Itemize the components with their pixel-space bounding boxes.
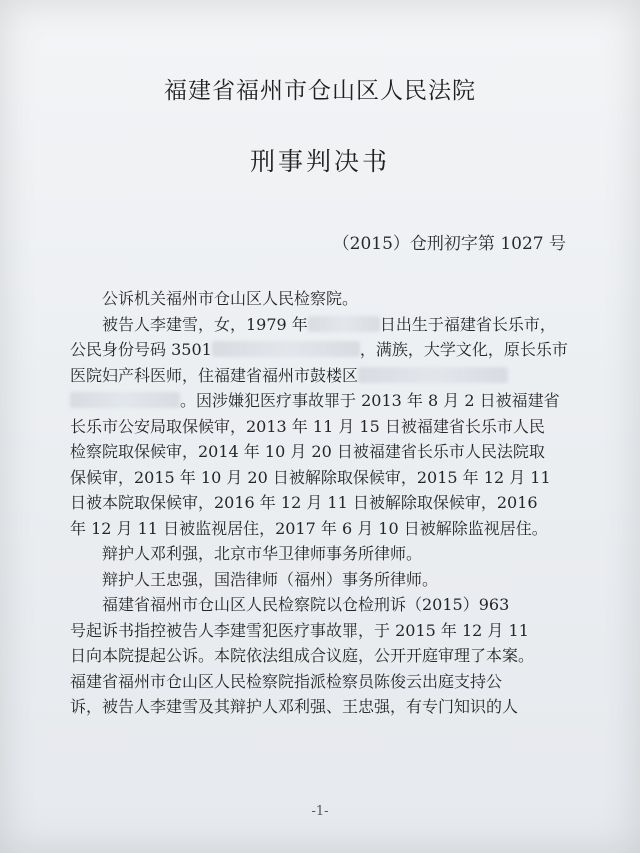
body-line-9: [70, 490, 570, 516]
judgment-body: [70, 286, 570, 720]
body-text: 日向本院提起公诉。本院依法组成合议庭，公开开庭审理了本案。: [70, 646, 535, 665]
body-text: 年 12 月 11 日被监视居住，2017 年 6 月 10 日被解除监视居住。: [70, 518, 548, 538]
redaction-blur: [70, 392, 180, 408]
body-line-15: [70, 643, 570, 669]
body-text: ，满族，大学文化，原长乐市: [359, 340, 568, 359]
redaction-blur: [308, 316, 380, 332]
body-line-5: [70, 388, 570, 414]
case-number: （2015）仓刑初字第 1027 号: [332, 234, 566, 254]
body-text: 检察院取保候审，2014 年 10 月 20 日被福建省长乐市人民法院取: [70, 442, 545, 461]
document-title: 刑事判决书: [249, 147, 390, 176]
body-line-7: [70, 439, 570, 465]
body-text: 辩护人邓利强，北京市华卫律师事务所律师。: [102, 544, 423, 563]
body-line-12: [70, 567, 570, 593]
body-line-17: [70, 694, 570, 720]
body-line-2: [70, 312, 570, 338]
redaction-blur: [212, 341, 360, 357]
body-text: 公民身份号码 3501: [70, 340, 212, 359]
redaction-blur: [358, 367, 508, 383]
body-text: 日被本院取保候审，2016 年 12 月 11 日被解除取保候审，2016: [70, 493, 538, 512]
body-text: 日出生于福建省长乐市，: [379, 314, 556, 334]
body-line-6: [70, 414, 570, 440]
body-text: 福建省福州市仓山区人民检察院以仓检刑诉（2015）963: [102, 595, 510, 614]
body-line-11: [70, 541, 570, 567]
body-text: 号起诉书指控被告人李建雪犯医疗事故罪，于 2015 年 12 月 11: [70, 620, 529, 640]
body-line-13: [70, 592, 570, 618]
body-line-8: [70, 465, 570, 491]
body-text: 。因涉嫌犯医疗事故罪于 2013 年 8 月 2 日被福建省: [180, 391, 560, 410]
body-text: 保候审，2015 年 10 月 20 日被解除取保候审，2015 年 12 月 11: [70, 467, 551, 487]
body-text: 诉，被告人李建雪及其辩护人邓利强、王忠强，有专门知识的人: [70, 697, 519, 716]
body-line-3: [70, 337, 570, 363]
body-line-16: [70, 669, 570, 695]
body-text: 被告人李建雪，女，1979 年: [102, 314, 308, 334]
body-line-10: [70, 516, 570, 542]
body-text: 辩护人王忠强，国浩律师（福州）事务所律师。: [102, 569, 439, 589]
body-line-4: [70, 363, 570, 389]
body-line-1: [70, 286, 570, 312]
court-name: 福建省福州市仓山区人民法院: [164, 78, 476, 104]
page-number: -1-: [311, 804, 329, 819]
body-text: 公诉机关福州市仓山区人民检察院。: [102, 289, 359, 308]
body-text: 医院妇产科医师，住福建省福州市鼓楼区: [70, 365, 359, 385]
body-line-14: [70, 618, 570, 644]
body-text: 福建省福州市仓山区人民检察院指派检察员陈俊云出庭支持公: [70, 671, 503, 691]
body-text: 长乐市公安局取保候审，2013 年 11 月 15 日被福建省长乐市人民: [70, 416, 545, 436]
